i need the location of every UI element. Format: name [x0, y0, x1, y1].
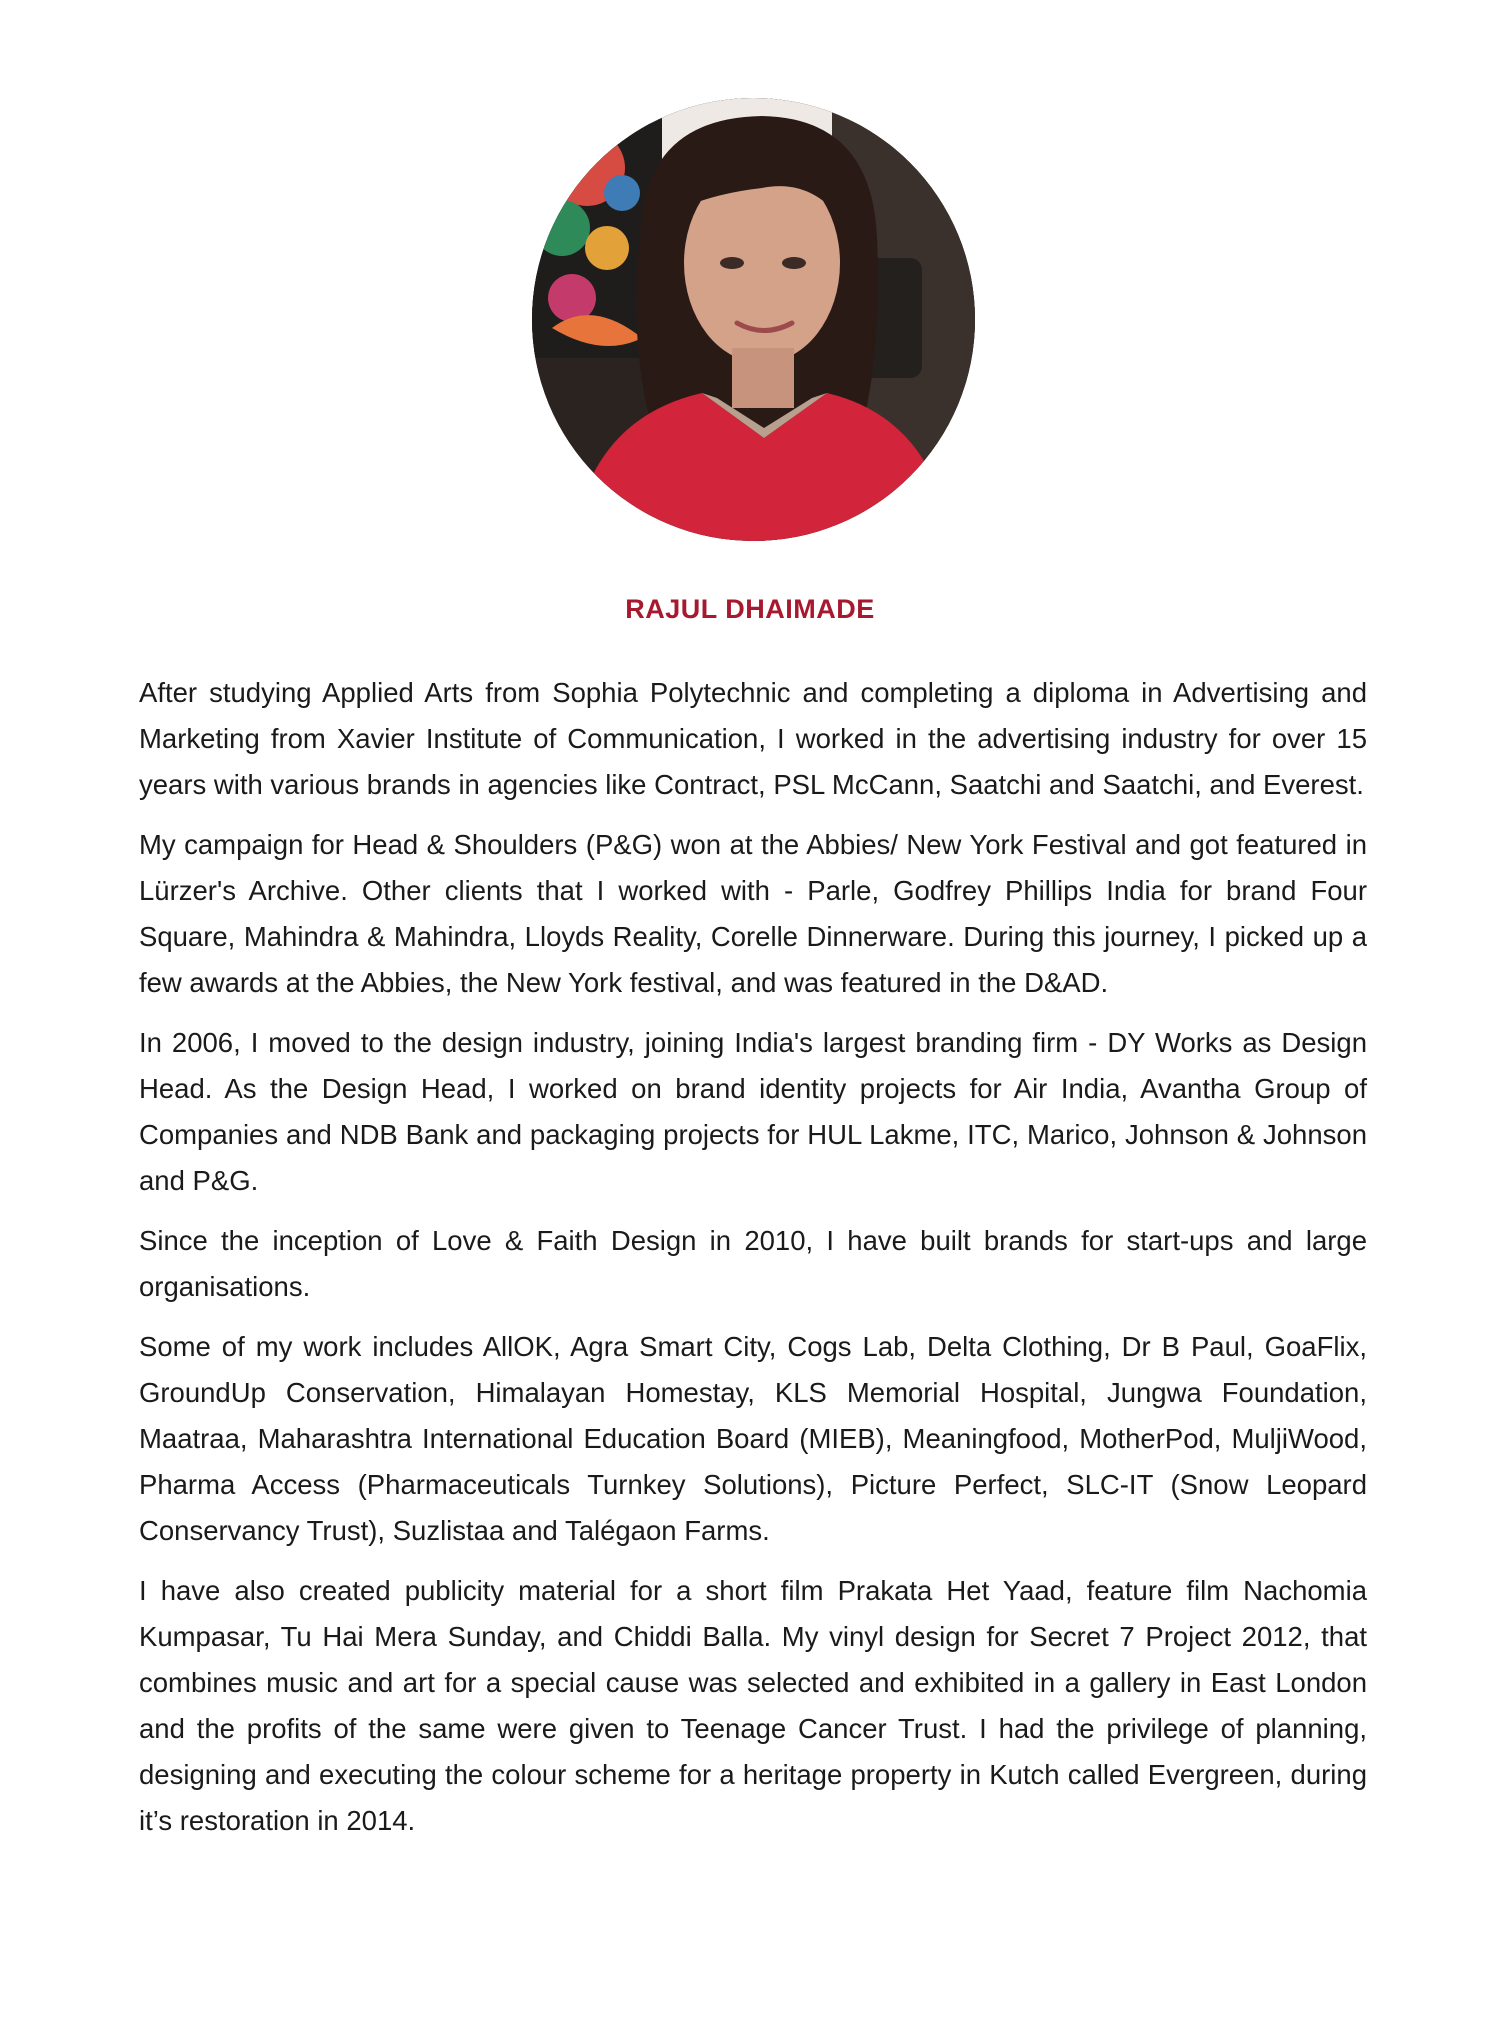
bio-paragraph: My campaign for Head & Shoulders (P&G) won at the Abbies/ New York Festival and got featured in Lürzer's Archive. Other clients that I worked with - Parle, Godfrey Phillips India for brand Four Square, Mahindra & Mahindra, Lloyds Reality, Corelle Dinnerware. During this journey, I picked up a few awards at the Abbies, the New York festival, and was featured in the D&AD.: [139, 829, 1367, 998]
profile-photo: [532, 98, 975, 541]
bio-paragraph: In 2006, I moved to the design industry, joining India's largest branding firm - DY Works as Design Head. As the Design Head, I worked on brand identity projects for Air India, Avantha Group of Companies and NDB Bank and packaging projects for HUL Lakme, ITC, Marico, Johnson & Johnson and P&G.: [139, 1027, 1367, 1196]
bio-paragraph: Since the inception of Love & Faith Design in 2010, I have built brands for start-ups and large organisations.: [139, 1225, 1367, 1302]
bio-paragraph: I have also created publicity material for a short film Prakata Het Yaad, feature film Nachomia Kumpasar, Tu Hai Mera Sunday, and Chiddi Balla. My vinyl design for Secret 7 Project 2012, that combines music and art for a special cause was selected and exhibited in a gallery in East London and the profits of the same were given to Teenage Cancer Trust. I had the privilege of planning, designing and executing the colour scheme for a heritage property in Kutch called Evergreen, during it’s restoration in 2014.: [139, 1575, 1367, 1836]
portrait-illustration: [532, 98, 975, 541]
biography: [139, 670, 1367, 1858]
bio-paragraph: Some of my work includes AllOK, Agra Smart City, Cogs Lab, Delta Clothing, Dr B Paul, GoaFlix, GroundUp Conservation, Himalayan Homestay, KLS Memorial Hospital, Jungwa Foundation, Maatraa, Maharashtra International Education Board (MIEB), Meaningfood, MotherPod, MuljiWood, Pharma Access (Pharmaceuticals Turnkey Solutions), Picture Perfect, SLC-IT (Snow Leopard Conservancy Trust), Suzlistaa and Talégaon Farms.: [139, 1331, 1367, 1546]
bio-paragraph: After studying Applied Arts from Sophia Polytechnic and completing a diploma in Advertising and Marketing from Xavier Institute of Communication, I worked in the advertising industry for over 15 years with various brands in agencies like Contract, PSL McCann, Saatchi and Saatchi, and Everest.: [139, 677, 1367, 800]
person-name: RAJUL DHAIMADE: [625, 594, 875, 624]
